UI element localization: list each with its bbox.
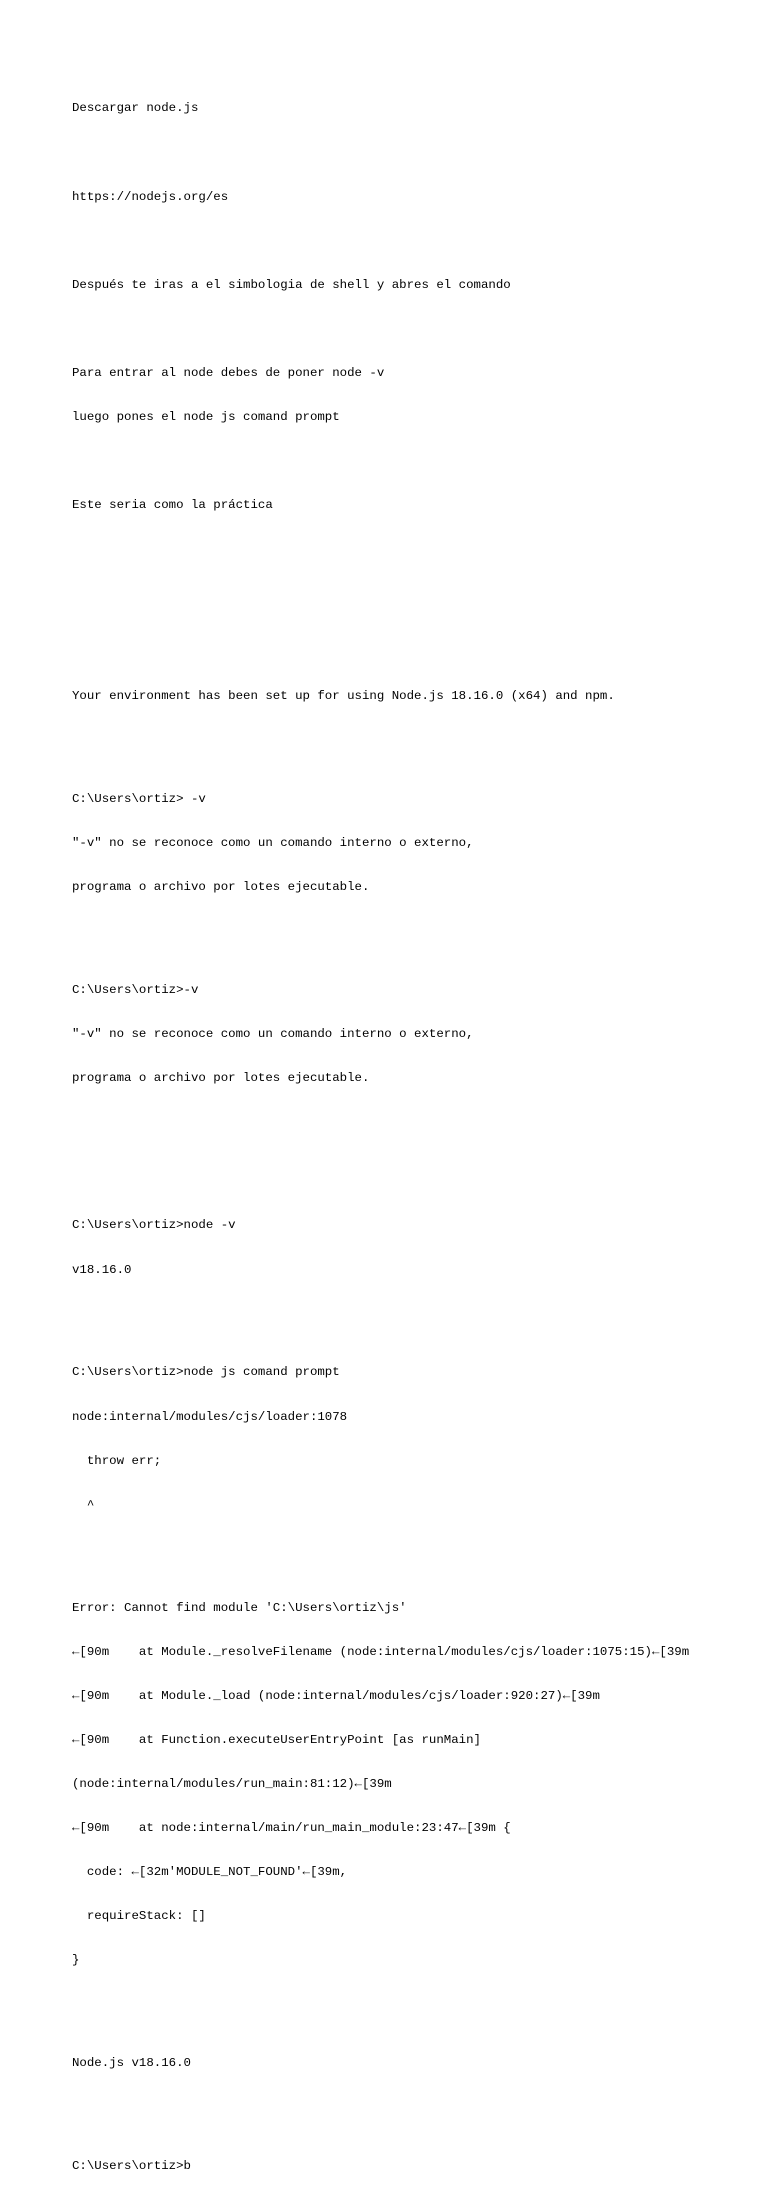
spacer (72, 1160, 752, 1175)
console-close-brace: } (72, 1953, 80, 1968)
spacer (72, 322, 752, 337)
console-cmd2: C:\Users\ortiz>-v (72, 983, 199, 998)
spacer (72, 631, 752, 646)
console-env-line: Your environment has been set up for using Node.js 18.16.0 (x64) and npm. (72, 689, 615, 704)
intro-download-line: Descargar node.js (72, 101, 199, 116)
spacer (72, 454, 752, 469)
console-error-throw: throw err; (72, 1453, 162, 1468)
intro-node-v-line: Para entrar al node debes de poner node -v (72, 365, 385, 380)
intro-practice-line: Este seria como la práctica (72, 498, 273, 513)
console-cmd2-error-1: "-v" no se reconoce como un comando interno o externo, (72, 1027, 474, 1042)
intro-prompt-line: luego pones el node js comand prompt (72, 410, 340, 425)
console-stack-line-1: ←[90m at Module._resolveFilename (node:internal/modules/cjs/loader:1075:15)←[39m (72, 1644, 690, 1659)
console-cmd1-error-1: "-v" no se reconoce como un comando interno o externo, (72, 836, 474, 851)
spacer (72, 586, 752, 601)
console-cmd4: C:\Users\ortiz>node js comand prompt (72, 1365, 340, 1380)
console-stack-line-3b: (node:internal/modules/run_main:81:12)←[39m (72, 1777, 392, 1791)
console-error-message: Error: Cannot find module 'C:\Users\ortiz\js' (72, 1600, 407, 1615)
spacer (72, 146, 752, 161)
spacer (72, 733, 752, 748)
spacer (72, 1116, 752, 1131)
spacer (72, 2100, 752, 2115)
console-cmd3: C:\Users\ortiz>node -v (72, 1218, 236, 1233)
console-error-loader: node:internal/modules/cjs/loader:1078 (72, 1409, 348, 1424)
intro-shell-line: Después te iras a el simbologia de shell y abres el comando (72, 277, 511, 292)
console-stack-line-2: ←[90m at Module._load (node:internal/modules/cjs/loader:920:27)←[39m (72, 1688, 600, 1703)
console-stack-line-4: ←[90m at node:internal/main/run_main_module:23:47←[39m { (72, 1821, 511, 1836)
console-cmd1-error-2: programa o archivo por lotes ejecutable. (72, 880, 370, 895)
console-error-caret: ^ (72, 1497, 95, 1512)
spacer (72, 1542, 752, 1557)
spacer (72, 234, 752, 249)
console-cmd1: C:\Users\ortiz> -v (72, 792, 206, 807)
console-require-stack-line: requireStack: [] (72, 1909, 206, 1924)
spacer (72, 1997, 752, 2012)
spacer (72, 1307, 752, 1322)
spacer (72, 542, 752, 557)
document-page (72, 72, 752, 2189)
console-node-version: Node.js v18.16.0 (72, 2056, 191, 2071)
spacer (72, 925, 752, 940)
console-code-line: code: ←[32m'MODULE_NOT_FOUND'←[39m, (72, 1865, 348, 1880)
intro-url-line: https://nodejs.org/es (72, 189, 229, 204)
console-cmd3-output: v18.16.0 (72, 1262, 132, 1277)
console-stack-line-3a: ←[90m at Function.executeUserEntryPoint [as runMain] (72, 1732, 481, 1747)
console-cmd2-error-2: programa o archivo por lotes ejecutable. (72, 1071, 370, 1086)
console-final-prompt: C:\Users\ortiz>b (72, 2159, 191, 2174)
